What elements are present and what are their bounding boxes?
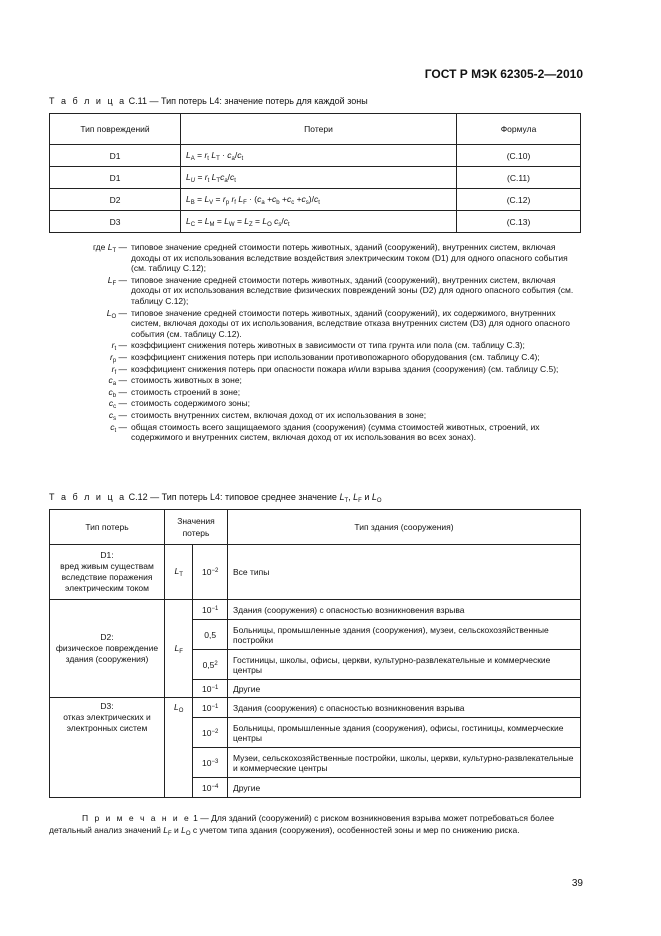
building-type: Больницы, промышленные здания (сооружения), офисы, гостиницы, коммерческие центры	[228, 718, 581, 748]
loss-value: $10^{-1}$	[193, 680, 228, 698]
loss-formula: $L_C = L_M = L_W = L_Z = L_O$ $c_s/c_t$	[181, 211, 457, 233]
table-row	[50, 189, 581, 211]
table-c12	[49, 509, 581, 798]
table-c11-caption	[49, 96, 368, 106]
damage-type: D1	[50, 167, 181, 189]
loss-formula: $L_B = L_V = r_p$ $r_f$ $L_F \cdot (c_a +c_b +c_c +c_s)/c_t$	[181, 189, 457, 211]
definitions-list	[49, 242, 583, 444]
loss-value: 0,5	[193, 620, 228, 650]
col-header: Тип повреждений	[50, 114, 181, 145]
definition-item: $c_s$ — стоимость внутренних систем, включая доход от их использования в зоне;	[108, 409, 427, 422]
note-text: 1 — Для зданий (сооружений) с риском возникновения взрыва может потребоваться более детальный анализ значений	[49, 813, 555, 835]
damage-type: D2	[50, 189, 181, 211]
formula-number: (С.13)	[457, 211, 581, 233]
definition-item: $c_c$ — стоимость содержимого зоны;	[108, 398, 251, 411]
caption-text: С.11 — Тип потерь L4: значение потерь для каждой зоны	[128, 96, 368, 106]
table-row	[50, 600, 581, 620]
note-text-end: с учетом типа здания (сооружения), особенностей зоны и мер по снижению риска.	[192, 825, 520, 835]
loss-formula: $L_A = r_t$ $L_T \cdot c_a/c_t$	[181, 145, 457, 167]
definition-item: $c_a$ — стоимость животных в зоне;	[108, 375, 242, 388]
loss-type: D2: физическое повреждение здания (сооружения)	[50, 600, 165, 698]
loss-value: $10^{-2}$	[193, 718, 228, 748]
page-number: 39	[571, 878, 583, 889]
loss-value: $10^{-1}$	[193, 600, 228, 620]
building-type: Другие	[228, 680, 581, 698]
building-type: Все типы	[228, 545, 581, 600]
building-type: Гостиницы, школы, офисы, церкви, культурно-развлекательные и коммерческие центры	[228, 650, 581, 680]
loss-value: $10^{-1}$	[193, 698, 228, 718]
building-type: Здания (сооружения) с опасностью возникновения взрыва	[228, 698, 581, 718]
note-prefix: П р и м е ч а н и е	[82, 813, 191, 823]
table-row	[50, 167, 581, 189]
definition-item: $c_t$ — общая стоимость всего защищаемого здания (сооружения) (сумма стоимостей животных, строений, их содержимого и внутренних систем, включая доход от их использования во всех зонах).	[110, 421, 540, 443]
building-type: Другие	[228, 778, 581, 798]
building-type: Музеи, сельскохозяйственные постройки, школы, церкви, культурно-развлекательные и коммерческие центры	[228, 748, 581, 778]
loss-type: D1: вред живым существам вследствие поражения электрическим током	[50, 545, 165, 600]
loss-type: D3: отказ электрических и электронных систем	[50, 698, 165, 798]
definition-item: $r_p$ — коэффициент снижения потерь при использовании противопожарного оборудования (см. таблицу С.4);	[109, 351, 540, 364]
formula-number: (С.12)	[457, 189, 581, 211]
table-row	[50, 145, 581, 167]
definition-item: где $L_T$ — типовое значение средней стоимости потерь животных, зданий (сооружений), внутренних систем, включая доходы от их использования вследствие воздействия электрическим током (D1) для одного опасного события (см. таблицу С.12);	[92, 242, 568, 274]
definition-item: $L_F$ — типовое значение средней стоимости потерь животных, зданий (сооружений), внутренних систем, включая доходы от их использования вследствие физических повреждений зоны (D2) для одного опасного события (см. таблицу С.12);	[107, 274, 574, 306]
document-header: ГОСТ Р МЭК 62305-2—2010	[424, 67, 583, 81]
loss-symbol: $L_O$	[165, 698, 193, 798]
formula-number: (С.10)	[457, 145, 581, 167]
col-header: Тип потерь	[50, 510, 165, 545]
building-type: Больницы, промышленные здания (сооружения), музеи, сельскохозяйственные постройки	[228, 620, 581, 650]
caption-prefix: Т а б л и ц а	[49, 96, 127, 106]
loss-value: $10^{-4}$	[193, 778, 228, 798]
table-row	[50, 545, 581, 600]
loss-value: $0,5^2$	[193, 650, 228, 680]
col-header: Тип здания (сооружения)	[228, 510, 581, 545]
col-header: Формула	[457, 114, 581, 145]
definition-item: $c_b$ — стоимость строений в зоне;	[108, 386, 241, 399]
table-note: П р и м е ч а н и е 1 — Для зданий (сооружений) с риском возникновения взрыва может потребоваться более детальный анализ значений $L_F$ и $L_O$ с учетом типа здания (сооружения), особенностей зоны и мер по снижению риска.	[49, 813, 555, 837]
building-type: Здания (сооружения) с опасностью возникновения взрыва	[228, 600, 581, 620]
loss-symbol: $L_F$	[165, 600, 193, 698]
table-row	[50, 211, 581, 233]
caption-prefix: Т а б л и ц а	[49, 492, 127, 502]
table-c11	[49, 113, 581, 233]
damage-type: D3	[50, 211, 181, 233]
definition-item: $r_f$ — коэффициент снижения потерь при опасности пожара и/или взрыва здания (сооружения) (см. таблицу С.5);	[111, 363, 559, 376]
table-c12-caption: Т а б л и ц а С.12 — Тип потерь L4: типовое среднее значение $L_T$, $L_F$ и $L_O$	[49, 492, 382, 504]
loss-value: $10^{-3}$	[193, 748, 228, 778]
definition-item: $L_O$ — типовое значение средней стоимости потерь животных, зданий (сооружений), их содержимого, внутренних систем, включая доходы от их использования, вследствие отказа внутренних систем (D3) для одного опасного события (см. таблицу С.12).	[106, 307, 570, 339]
col-header: Значения потерь	[165, 510, 228, 545]
loss-value: $10^{-2}$	[193, 545, 228, 600]
damage-type: D1	[50, 145, 181, 167]
loss-symbol: $L_T$	[165, 545, 193, 600]
caption-text: С.12 — Тип потерь L4: типовое среднее значение	[128, 492, 337, 502]
formula-number: (С.11)	[457, 167, 581, 189]
definition-item: $r_t$ — коэффициент снижения потерь животных в зависимости от типа грунта или пола (см. таблицу С.3);	[111, 340, 525, 353]
loss-formula: $L_U = r_t$ $L_Tc_a/c_t$	[181, 167, 457, 189]
table-row	[50, 698, 581, 718]
col-header: Потери	[181, 114, 457, 145]
